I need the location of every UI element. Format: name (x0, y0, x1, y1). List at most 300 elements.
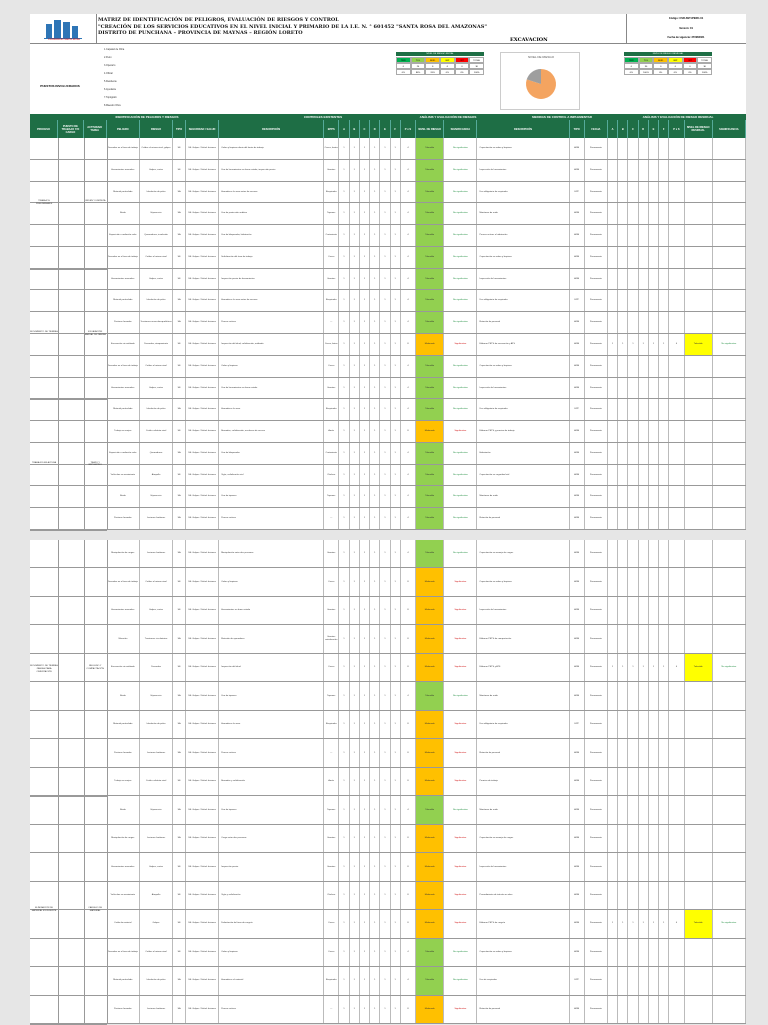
value-cell: 1 (380, 711, 390, 738)
seguridad-cell: SE: Golpes / Salud: lesiones (186, 182, 219, 203)
significancia-cell: Significativo (444, 568, 477, 595)
medida-cell: Capacitación en orden y limpieza (478, 356, 570, 377)
pxs-cell: 8 (401, 597, 416, 624)
value-cell: 1 (339, 967, 349, 994)
value-cell: 1 (380, 312, 390, 333)
nivel-residual-cell: Tolerable (685, 910, 713, 937)
value-cell: 1 (339, 421, 349, 442)
nivel-residual-cell (685, 225, 713, 246)
seguridad-cell: SE: Golpes / Salud: lesiones (186, 568, 219, 595)
pxs-residual-cell (669, 711, 684, 738)
peligro-cell: Exposición a radiación solar (107, 443, 140, 464)
value-cell (659, 825, 669, 852)
peligro-cell: Material particulado (107, 711, 140, 738)
tipo-cell: SA (173, 739, 186, 766)
pxs-residual-cell (669, 853, 684, 880)
value-cell: 1 (339, 825, 349, 852)
value-cell: 1 (350, 825, 360, 852)
medida-tipo-cell: ADM (570, 225, 585, 246)
value-cell (659, 967, 669, 994)
value-cell: 1 (391, 356, 401, 377)
table-row (30, 540, 746, 568)
value-cell (628, 711, 638, 738)
riesgo-cell: Trastornos circulatorios (140, 625, 173, 652)
value-cell: 1 (380, 882, 390, 909)
value-cell: 1 (339, 203, 349, 224)
tipo-cell: SE (173, 939, 186, 966)
legend-pct: 0% (455, 69, 470, 75)
pxs-residual-cell: 4 (669, 334, 684, 355)
pxs-cell: 8 (401, 853, 416, 880)
value-cell: 1 (380, 739, 390, 766)
nivel-residual-cell (685, 597, 713, 624)
value-cell: 1 (350, 356, 360, 377)
value-cell: 1 (339, 711, 349, 738)
peligro-cell: Material particulado (107, 967, 140, 994)
medida-cell: Elaborar PETS de compactación (478, 625, 570, 652)
tipo-cell: SE (173, 768, 186, 795)
medida-tipo-cell: ADM (570, 625, 585, 652)
peligro-cell: Excavación sin entibado (107, 334, 140, 355)
significancia-cell: Significativo (444, 421, 477, 442)
medida-tipo-cell: EPP (570, 290, 585, 311)
value-cell: 1 (391, 654, 401, 681)
medida-tipo-cell: ADM (570, 421, 585, 442)
value-cell: 1 (350, 225, 360, 246)
value-cell: 1 (360, 768, 370, 795)
value-cell: 1 (339, 739, 349, 766)
value-cell: 1 (339, 853, 349, 880)
value-cell (618, 312, 628, 333)
value-cell: 1 (370, 739, 380, 766)
riesgo-cell: Quemaduras (140, 443, 173, 464)
tipo-cell: SA (173, 540, 186, 567)
value-cell: 1 (380, 356, 390, 377)
value-cell: 1 (391, 853, 401, 880)
descripcion-cell: Orden y limpieza (219, 568, 324, 595)
legend-pct: 100% (639, 69, 654, 75)
value-cell (659, 269, 669, 290)
significancia-residual-cell (713, 540, 746, 567)
peligro-cell: Vehículos en movimiento (107, 465, 140, 486)
value-cell: 1 (370, 421, 380, 442)
proceso-label: TRABAJOS PRELIMINARES (35, 200, 53, 206)
seguridad-cell: SE: Golpes / Salud: lesiones (186, 247, 219, 268)
significancia-residual-cell (713, 682, 746, 709)
table-row (30, 378, 746, 400)
value-cell: 1 (639, 654, 649, 681)
table-row (30, 203, 746, 225)
pxs-residual-cell (669, 378, 684, 399)
value-cell: 1 (370, 225, 380, 246)
descripcion-cell: Orden y limpieza (219, 939, 324, 966)
value-cell (649, 739, 659, 766)
seguridad-cell: SE: Golpes / Salud: lesiones (186, 508, 219, 529)
table-row (30, 910, 746, 938)
nivel-riesgo-cell: Tolerable (416, 225, 444, 246)
epp-cell: Tapones (324, 486, 339, 507)
value-cell (649, 421, 659, 442)
descripcion-cell: Pausas activas (219, 739, 324, 766)
riesgo-cell: Inhalación de polvo (140, 967, 173, 994)
descripcion-cell: Manipulación entre dos personas (219, 540, 324, 567)
fecha-cell: Permanente (585, 138, 608, 159)
epp-cell: — (324, 508, 339, 529)
value-cell (628, 421, 638, 442)
value-cell: 1 (659, 334, 669, 355)
value-cell: 1 (380, 996, 390, 1023)
table-row (30, 443, 746, 465)
pxs-cell: 4 (401, 508, 416, 529)
value-cell: 1 (628, 910, 638, 937)
fecha-cell: Permanente (585, 399, 608, 420)
medida-tipo-cell: ADM (570, 597, 585, 624)
value-cell (639, 882, 649, 909)
value-cell (618, 182, 628, 203)
value-cell: 1 (370, 269, 380, 290)
medida-cell: Capacitación en orden y limpieza (478, 568, 570, 595)
value-cell (608, 247, 618, 268)
significancia-residual-cell (713, 486, 746, 507)
column-header: P x S (401, 120, 416, 138)
descripcion-cell: Pausas activas (219, 996, 324, 1023)
value-cell: 1 (370, 768, 380, 795)
column-divider (84, 540, 85, 1024)
significancia-residual-cell (713, 290, 746, 311)
value-cell: 1 (370, 568, 380, 595)
nivel-riesgo-cell: Tolerable (416, 443, 444, 464)
fecha-cell: Permanente (585, 654, 608, 681)
legend-head: TOTAL (469, 57, 484, 63)
legend-count: 0 (396, 63, 411, 69)
value-cell: 1 (350, 443, 360, 464)
value-cell: 1 (350, 654, 360, 681)
value-cell (649, 540, 659, 567)
value-cell (608, 312, 618, 333)
pxs-residual-cell (669, 939, 684, 966)
value-cell (618, 465, 628, 486)
medida-cell: Rotación de personal (478, 996, 570, 1023)
nivel-residual-cell (685, 378, 713, 399)
table-row (30, 796, 746, 824)
value-cell (608, 160, 618, 181)
pxs-residual-cell (669, 825, 684, 852)
nivel-riesgo-cell: Tolerable (416, 269, 444, 290)
value-cell (639, 160, 649, 181)
value-cell: 1 (339, 160, 349, 181)
value-cell: 1 (608, 334, 618, 355)
epp-cell: Casco (324, 910, 339, 937)
value-cell: 1 (360, 568, 370, 595)
value-cell (608, 138, 618, 159)
value-cell: 1 (639, 910, 649, 937)
value-cell (639, 399, 649, 420)
nivel-riesgo-cell: Tolerable (416, 465, 444, 486)
value-cell (659, 597, 669, 624)
significancia-cell: No significativo (444, 160, 477, 181)
riesgo-cell: Golpes, cortes (140, 853, 173, 880)
descripcion-cell: Inspección del talud (219, 654, 324, 681)
significancia-cell: No significativo (444, 540, 477, 567)
value-cell (659, 682, 669, 709)
value-cell: 1 (350, 312, 360, 333)
value-cell (659, 465, 669, 486)
value-cell: 1 (350, 160, 360, 181)
medida-cell: Uso obligatorio de respirador (478, 182, 570, 203)
value-cell: 1 (339, 312, 349, 333)
fecha-cell: Permanente (585, 625, 608, 652)
value-cell: 1 (360, 682, 370, 709)
nivel-riesgo-cell: Tolerable (416, 939, 444, 966)
value-cell: 1 (350, 597, 360, 624)
epp-cell: Casco (324, 939, 339, 966)
actividad-label: ORDEN Y LIMPIEZA (84, 200, 106, 203)
value-cell (628, 290, 638, 311)
seguridad-cell: SE: Golpes / Salud: lesiones (186, 996, 219, 1023)
value-cell (628, 796, 638, 823)
peligro-cell: Trabajo en zanjas (107, 421, 140, 442)
legend-head: TRIV (396, 57, 411, 63)
significancia-cell: No significativo (444, 682, 477, 709)
tipo-cell: SA (173, 290, 186, 311)
value-cell (618, 711, 628, 738)
seguridad-cell: SE: Golpes / Salud: lesiones (186, 290, 219, 311)
value-cell (659, 853, 669, 880)
table-row (30, 312, 746, 334)
fecha-cell: Permanente (585, 269, 608, 290)
value-cell (649, 290, 659, 311)
value-cell (628, 508, 638, 529)
column-header: C (360, 120, 370, 138)
medida-cell: Rotación de personal (478, 508, 570, 529)
nivel-riesgo-cell: Moderado (416, 711, 444, 738)
value-cell: 1 (350, 540, 360, 567)
column-header: D (370, 120, 380, 138)
peligro-cell: Vehículos en movimiento (107, 882, 140, 909)
pxs-cell: 8 (401, 334, 416, 355)
value-cell (639, 939, 649, 966)
document-title: MATRIZ DE IDENTIFICACIÓN DE PELIGROS, EVALUACIÓN DE RIESGOS Y CONTROL "CREACIÓN DE LOS SERVICIOS EDUCATIVOS EN EL NIVEL INICIAL Y PRIMARIO DE LA I.E. N. ° 601452 "SANTA ROSA DEL AMAZONAS" DISTRITO DE PUNCHANA – PROVINCIA DE MAYNAS – REGIÓN LORETO (98, 17, 487, 36)
value-cell: 1 (350, 269, 360, 290)
value-cell (659, 225, 669, 246)
pxs-residual-cell (669, 597, 684, 624)
medida-cell: Inspección de herramientas (478, 269, 570, 290)
risk-legend-residual (624, 52, 712, 86)
legend-count: 0 (668, 63, 683, 69)
medida-cell: Inspección de herramientas (478, 378, 570, 399)
significancia-cell: No significativo (444, 247, 477, 268)
value-cell: 1 (360, 711, 370, 738)
pxs-residual-cell: 4 (669, 654, 684, 681)
tipo-cell: SE (173, 356, 186, 377)
nivel-riesgo-cell: Moderado (416, 739, 444, 766)
epp-cell: Cortaviento (324, 443, 339, 464)
value-cell (628, 203, 638, 224)
nivel-residual-cell (685, 160, 713, 181)
nivel-riesgo-cell: Moderado (416, 825, 444, 852)
value-cell: 1 (380, 939, 390, 966)
proceso-label: ELIMINACIÓN DE MATERIAL EXCEDENTE (31, 907, 57, 912)
significancia-cell: Significativo (444, 910, 477, 937)
pxs-cell: 4 (401, 269, 416, 290)
value-cell: 1 (370, 967, 380, 994)
column-divider (84, 138, 85, 530)
riesgo-cell: Derrumbe (140, 654, 173, 681)
tipo-cell: SE (173, 465, 186, 486)
proceso-label: MOVIMIENTO DE TIERRAS (30, 331, 58, 333)
value-cell: 1 (649, 910, 659, 937)
tipo-cell: SA (173, 711, 186, 738)
value-cell: 1 (391, 182, 401, 203)
nivel-residual-cell (685, 967, 713, 994)
value-cell: 1 (380, 334, 390, 355)
nivel-riesgo-cell: Moderado (416, 853, 444, 880)
pxs-cell: 8 (401, 882, 416, 909)
medida-tipo-cell: ADM (570, 654, 585, 681)
column-divider (107, 540, 108, 1024)
value-cell (659, 796, 669, 823)
peligro-cell: Material particulado (107, 290, 140, 311)
value-cell: 1 (380, 465, 390, 486)
column-header: PROCESO (30, 120, 58, 138)
pxs-cell: 8 (401, 625, 416, 652)
tipo-cell: SE (173, 378, 186, 399)
significancia-cell: No significativo (444, 312, 477, 333)
tipo-cell: SA (173, 486, 186, 507)
value-cell (659, 540, 669, 567)
fecha-cell: Permanente (585, 334, 608, 355)
value-cell: 1 (350, 334, 360, 355)
value-cell: 1 (370, 290, 380, 311)
value-cell: 1 (360, 160, 370, 181)
nivel-residual-cell (685, 739, 713, 766)
pxs-residual-cell (669, 421, 684, 442)
legend-pct: 100% (469, 69, 484, 75)
section-medidas: MEDIDAS DE CONTROL A IMPLEMENTAR (514, 114, 610, 120)
nivel-riesgo-cell: Moderado (416, 625, 444, 652)
value-cell: 1 (360, 399, 370, 420)
fecha-cell: Permanente (585, 312, 608, 333)
risk-pie-chart (500, 52, 580, 110)
value-cell (628, 443, 638, 464)
table-row (30, 625, 746, 653)
riesgo-cell: Caídas al mismo nivel, golpes (140, 138, 173, 159)
column-header: NIVEL DE RIESGO RESIDUAL (685, 120, 713, 138)
value-cell: 1 (370, 711, 380, 738)
nivel-residual-cell (685, 465, 713, 486)
value-cell: 1 (618, 654, 628, 681)
value-cell (649, 625, 659, 652)
logo-text: CONSORCIO SANTA ROSA (48, 38, 80, 41)
significancia-residual-cell (713, 465, 746, 486)
peligro-cell: Ruido (107, 796, 140, 823)
significancia-residual-cell (713, 739, 746, 766)
nivel-residual-cell (685, 203, 713, 224)
legend-head: IMP (668, 57, 683, 63)
column-header: E (380, 120, 390, 138)
value-cell: 1 (360, 625, 370, 652)
pxs-residual-cell (669, 882, 684, 909)
pxs-cell: 8 (401, 825, 416, 852)
peligro-cell: Desorden en el área de trabajo (107, 939, 140, 966)
tipo-cell: SE (173, 247, 186, 268)
tipo-cell: SE (173, 568, 186, 595)
pxs-cell: 4 (401, 939, 416, 966)
legend-head: TOL (411, 57, 426, 63)
nivel-riesgo-cell: Tolerable (416, 508, 444, 529)
column-header: EPPS (324, 120, 339, 138)
value-cell (649, 853, 659, 880)
nivel-riesgo-cell: Tolerable (416, 486, 444, 507)
seguridad-cell: SE: Golpes / Salud: lesiones (186, 138, 219, 159)
seguridad-cell: SE: Golpes / Salud: lesiones (186, 465, 219, 486)
significancia-residual-cell (713, 203, 746, 224)
value-cell: 1 (391, 247, 401, 268)
medida-cell: Capacitación en orden y limpieza (478, 939, 570, 966)
pxs-cell: 8 (401, 739, 416, 766)
value-cell: 1 (339, 625, 349, 652)
epp-cell: Casco (324, 247, 339, 268)
seguridad-cell: SE: Golpes / Salud: lesiones (186, 853, 219, 880)
value-cell (628, 247, 638, 268)
legend-count: 30 (697, 63, 712, 69)
value-cell: 1 (370, 682, 380, 709)
significancia-residual-cell: No significativo (713, 334, 746, 355)
value-cell: 1 (339, 597, 349, 624)
nivel-riesgo-cell: Tolerable (416, 399, 444, 420)
seguridad-cell: SE: Golpes / Salud: lesiones (186, 625, 219, 652)
puesto-item: 2.Peón (104, 56, 112, 59)
pxs-residual-cell (669, 225, 684, 246)
value-cell (608, 225, 618, 246)
actividad-label: RELLENO Y COMPACTACIÓN (86, 665, 104, 670)
medida-tipo-cell: ADM (570, 486, 585, 507)
value-cell: 1 (391, 269, 401, 290)
epp-cell: Guantes (324, 160, 339, 181)
medida-tipo-cell: ADM (570, 996, 585, 1023)
value-cell: 1 (391, 290, 401, 311)
value-cell: 1 (649, 654, 659, 681)
fecha-cell: Permanente (585, 910, 608, 937)
legend-pct: 0% (396, 69, 411, 75)
table-row (30, 356, 746, 378)
value-cell: 1 (391, 540, 401, 567)
epp-cell: Guantes (324, 597, 339, 624)
value-cell (649, 203, 659, 224)
epp-cell: Chaleco (324, 882, 339, 909)
seguridad-cell: SE: Golpes / Salud: lesiones (186, 796, 219, 823)
document-code: Código: CSR-SST-IPERC-01 (668, 17, 704, 20)
activity-label: EXCAVACION (510, 37, 548, 43)
epp-cell: Tapones (324, 682, 339, 709)
value-cell (608, 465, 618, 486)
value-cell: 1 (380, 796, 390, 823)
medida-cell: Pausas activas e hidratación (478, 225, 570, 246)
value-cell (618, 682, 628, 709)
value-cell: 1 (380, 247, 390, 268)
value-cell (649, 568, 659, 595)
value-cell: 1 (350, 203, 360, 224)
medida-tipo-cell: ADM (570, 910, 585, 937)
peligro-cell: Manipulación de cargas (107, 540, 140, 567)
value-cell: 1 (360, 853, 370, 880)
value-cell: 1 (391, 421, 401, 442)
value-cell: 1 (350, 682, 360, 709)
column-header: F (391, 120, 401, 138)
value-cell: 1 (380, 486, 390, 507)
value-cell: 1 (350, 853, 360, 880)
pxs-cell: 4 (401, 160, 416, 181)
